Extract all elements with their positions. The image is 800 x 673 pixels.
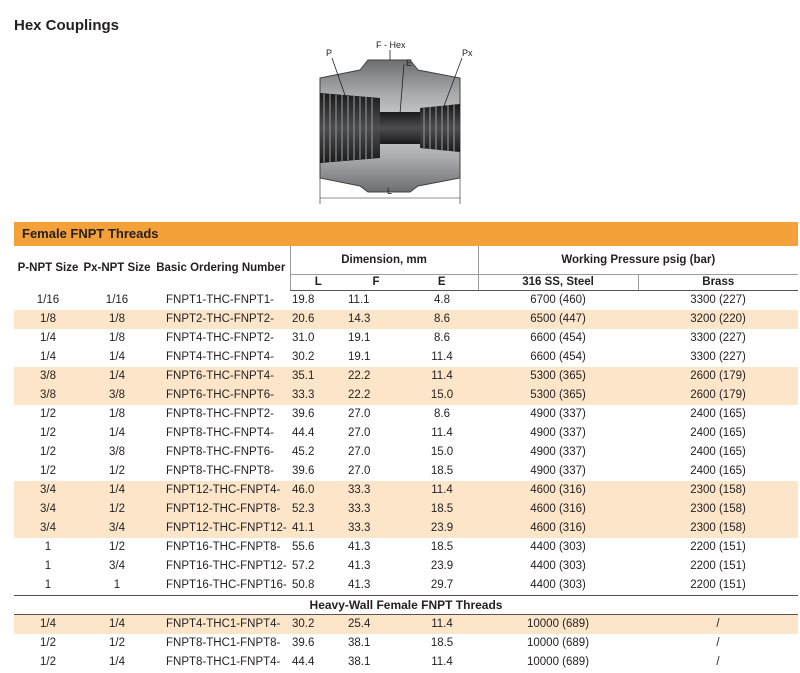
steel-pressure-cell: 5300 (365) <box>478 386 638 405</box>
brass-pressure-cell: 3300 (227) <box>690 351 746 363</box>
dim-l-cell: 52.3 <box>290 500 346 519</box>
table-row <box>14 557 798 576</box>
table-row <box>14 386 798 405</box>
label-e: E <box>406 58 413 68</box>
brass-pressure-cell: / <box>716 637 720 649</box>
p-npt-cell: 3/4 <box>14 500 82 519</box>
dim-f-cell: 25.4 <box>346 615 406 635</box>
spec-table <box>14 246 798 672</box>
dim-l-cell: 31.0 <box>292 332 315 344</box>
col-steel: 316 SS, Steel <box>478 275 638 291</box>
dim-l-cell: 55.6 <box>292 541 315 553</box>
center-bore <box>380 112 420 144</box>
dim-e-cell: 15.0 <box>430 446 454 458</box>
dim-e-cell: 23.9 <box>430 560 454 572</box>
dim-f-cell: 11.1 <box>348 294 370 306</box>
col-dimension: Dimension, mm <box>290 246 478 275</box>
ordering-number-cell: FNPT6-THC-FNPT6- <box>152 386 290 405</box>
section-header-female-fnpt <box>14 222 798 246</box>
table-row <box>14 576 798 596</box>
px-npt-cell: 1/4 <box>82 481 152 500</box>
dim-e-cell: 18.5 <box>430 541 454 553</box>
table-row <box>14 500 798 519</box>
dim-e-cell: 18.5 <box>406 500 478 519</box>
dim-e-cell: 11.4 <box>431 656 453 668</box>
p-npt-cell: 1/16 <box>36 293 60 306</box>
p-npt-cell: 3/4 <box>14 519 82 538</box>
col-l: L <box>290 275 346 291</box>
dim-e-cell: 8.6 <box>434 408 450 420</box>
p-npt-cell: 1/2 <box>40 656 56 668</box>
brass-pressure-cell: 2300 (158) <box>638 500 798 519</box>
steel-pressure-cell: 4600 (316) <box>478 500 638 519</box>
px-npt-cell: 1/4 <box>82 367 152 386</box>
steel-pressure-cell: 6500 (447) <box>478 310 638 329</box>
brass-pressure-cell: 2200 (151) <box>690 579 746 591</box>
ordering-number-cell: FNPT8-THC-FNPT8- <box>166 465 274 477</box>
table-row <box>14 443 798 462</box>
px-npt-cell: 1/2 <box>109 541 125 553</box>
brass-pressure-cell: 2400 (165) <box>690 465 746 477</box>
dim-e-cell: 11.4 <box>406 615 478 635</box>
dim-e-cell: 11.4 <box>431 351 453 363</box>
dim-f-cell: 27.0 <box>348 446 371 458</box>
dim-l-cell: 44.4 <box>292 656 315 668</box>
table-row <box>14 367 798 386</box>
steel-pressure-cell: 4900 (337) <box>530 446 586 458</box>
ordering-number-cell: FNPT4-THC-FNPT2- <box>166 332 274 344</box>
label-l: L <box>387 186 393 196</box>
dim-l-cell: 50.8 <box>292 579 315 591</box>
dim-e-cell: 11.4 <box>406 481 478 500</box>
dim-e-cell: 18.5 <box>430 465 454 477</box>
px-npt-cell: 1/16 <box>105 293 129 306</box>
steel-pressure-cell: 4600 (316) <box>478 519 638 538</box>
dim-f-cell: 22.2 <box>346 386 406 405</box>
dim-f-cell: 33.3 <box>346 519 406 538</box>
ordering-number-cell: FNPT8-THC-FNPT6- <box>166 446 274 458</box>
p-npt-cell: 1 <box>44 579 52 591</box>
dim-l-cell: 57.2 <box>292 560 315 572</box>
p-npt-cell: 1/4 <box>14 615 82 635</box>
dim-l-cell: 39.6 <box>292 408 315 420</box>
px-npt-cell: 3/4 <box>109 560 125 572</box>
ordering-number-cell: FNPT16-THC-FNPT12- <box>166 560 287 572</box>
dim-e-cell: 4.8 <box>434 294 450 306</box>
table-row <box>14 615 798 635</box>
dim-l-cell: 41.1 <box>290 519 346 538</box>
table-row <box>14 405 798 424</box>
brass-pressure-cell: 2300 (158) <box>638 481 798 500</box>
brass-pressure-cell: 2200 (151) <box>690 541 746 553</box>
ordering-number-cell: FNPT12-THC-FNPT4- <box>152 481 290 500</box>
dim-f-cell: 27.0 <box>348 427 371 439</box>
dim-f-cell: 22.2 <box>346 367 406 386</box>
label-px: Px <box>462 48 473 58</box>
dim-f-cell: 38.1 <box>348 637 371 649</box>
dim-l-cell: 30.2 <box>292 351 315 363</box>
px-npt-cell: 1/4 <box>109 656 125 668</box>
steel-pressure-cell: 4400 (303) <box>530 560 586 572</box>
dim-f-cell: 27.0 <box>348 408 371 420</box>
table-row <box>14 462 798 481</box>
p-npt-cell: 1/4 <box>40 351 56 363</box>
ordering-number-cell: FNPT8-THC1-FNPT4- <box>166 656 281 668</box>
brass-pressure-cell: 2600 (179) <box>638 367 798 386</box>
ordering-number-cell: FNPT12-THC-FNPT12- <box>152 519 290 538</box>
dim-e-cell: 11.4 <box>406 367 478 386</box>
px-npt-cell: 3/8 <box>82 386 152 405</box>
dim-e-cell: 15.0 <box>406 386 478 405</box>
brass-pressure-cell: / <box>716 656 720 668</box>
page-title: Hex Couplings <box>14 17 120 34</box>
col-working-pressure: Working Pressure psig (bar) <box>478 246 798 275</box>
steel-pressure-cell: 10000 (689) <box>527 656 590 668</box>
p-npt-cell: 1/2 <box>40 408 56 420</box>
dim-l-cell: 33.3 <box>290 386 346 405</box>
steel-pressure-cell: 6600 (454) <box>530 351 586 363</box>
dim-e-cell: 18.5 <box>430 637 454 649</box>
brass-pressure-cell: 2400 (165) <box>690 427 746 439</box>
col-p-npt: P-NPT Size <box>17 261 79 274</box>
dim-e-cell: 29.7 <box>430 579 454 591</box>
px-npt-cell: 1/2 <box>82 500 152 519</box>
steel-pressure-cell: 4400 (303) <box>530 541 586 553</box>
steel-pressure-cell: 4900 (337) <box>530 408 586 420</box>
dim-e-cell: 8.6 <box>434 332 450 344</box>
dim-l-cell: 20.6 <box>290 310 346 329</box>
dim-e-cell: 8.6 <box>406 310 478 329</box>
px-npt-cell: 1/4 <box>109 427 125 439</box>
steel-pressure-cell: 5300 (365) <box>478 367 638 386</box>
left-thread <box>320 93 380 163</box>
p-npt-cell: 3/8 <box>14 367 82 386</box>
ordering-number-cell: FNPT1-THC-FNPT1- <box>166 293 274 306</box>
dim-l-cell: 39.6 <box>292 637 315 649</box>
table-row <box>14 653 798 672</box>
p-npt-cell: 1 <box>44 560 52 572</box>
p-npt-cell: 1/8 <box>14 310 82 329</box>
section-title-heavy-wall: Heavy-Wall Female FNPT Threads <box>14 596 798 615</box>
steel-pressure-cell: 4400 (303) <box>530 579 586 591</box>
px-npt-cell: 1/8 <box>109 332 125 344</box>
section-title: Female FNPT Threads <box>22 226 159 241</box>
ordering-number-cell: FNPT6-THC-FNPT4- <box>152 367 290 386</box>
px-npt-cell: 1/4 <box>82 615 152 635</box>
px-npt-cell: 3/8 <box>109 446 125 458</box>
px-npt-cell: 1/8 <box>82 310 152 329</box>
brass-pressure-cell: 2300 (158) <box>638 519 798 538</box>
brass-pressure-cell: 2600 (179) <box>638 386 798 405</box>
steel-pressure-cell: 4900 (337) <box>530 427 586 439</box>
brass-pressure-cell: / <box>638 615 798 635</box>
steel-pressure-cell: 4600 (316) <box>478 481 638 500</box>
ordering-number-cell: FNPT8-THC-FNPT2- <box>166 408 274 420</box>
p-npt-cell: 3/4 <box>14 481 82 500</box>
brass-pressure-cell: 3300 (227) <box>690 294 746 306</box>
col-brass: Brass <box>638 275 798 291</box>
table-row <box>14 481 798 500</box>
brass-pressure-cell: 3200 (220) <box>638 310 798 329</box>
dim-f-cell: 14.3 <box>346 310 406 329</box>
table-row <box>14 538 798 557</box>
dim-e-cell: 23.9 <box>406 519 478 538</box>
col-ordering: Basic Ordering Number <box>156 261 286 274</box>
ordering-number-cell: FNPT2-THC-FNPT2- <box>152 310 290 329</box>
dim-l-cell: 46.0 <box>290 481 346 500</box>
ordering-number-cell: FNPT16-THC-FNPT16- <box>166 579 287 591</box>
steel-pressure-cell: 10000 (689) <box>478 615 638 635</box>
p-npt-cell: 3/8 <box>14 386 82 405</box>
px-npt-cell: 1/8 <box>109 408 125 420</box>
dim-f-cell: 33.3 <box>346 481 406 500</box>
table-row <box>14 424 798 443</box>
dim-f-cell: 19.1 <box>348 351 371 363</box>
table-row <box>14 291 798 311</box>
table-row <box>14 519 798 538</box>
label-f-hex: F - Hex <box>376 40 406 50</box>
brass-pressure-cell: 2400 (165) <box>690 408 746 420</box>
hex-coupling-drawing <box>290 38 490 208</box>
col-px-npt: Px-NPT Size <box>83 261 151 274</box>
dim-f-cell: 41.3 <box>348 579 371 591</box>
ordering-number-cell: FNPT8-THC-FNPT4- <box>166 427 274 439</box>
px-npt-cell: 1/4 <box>109 351 125 363</box>
p-npt-cell: 1/2 <box>40 427 56 439</box>
px-npt-cell: 3/4 <box>82 519 152 538</box>
steel-pressure-cell: 10000 (689) <box>527 637 590 649</box>
dim-f-cell: 33.3 <box>346 500 406 519</box>
label-p: P <box>326 48 333 58</box>
table-row <box>14 634 798 653</box>
ordering-number-cell: FNPT12-THC-FNPT8- <box>152 500 290 519</box>
steel-pressure-cell: 4900 (337) <box>530 465 586 477</box>
col-e: E <box>406 275 478 291</box>
dim-l-cell: 30.2 <box>290 615 346 635</box>
p-npt-cell: 1/2 <box>40 637 56 649</box>
dim-f-cell: 41.3 <box>348 541 371 553</box>
dim-f-cell: 19.1 <box>348 332 371 344</box>
dim-l-cell: 19.8 <box>292 294 315 306</box>
brass-pressure-cell: 3300 (227) <box>690 332 746 344</box>
p-npt-cell: 1/2 <box>40 465 56 477</box>
ordering-number-cell: FNPT4-THC-FNPT4- <box>166 351 274 363</box>
px-npt-cell: 1/2 <box>109 637 125 649</box>
dim-f-cell: 41.3 <box>348 560 371 572</box>
dim-l-cell: 35.1 <box>290 367 346 386</box>
table-row <box>14 329 798 348</box>
px-npt-cell: 1/2 <box>109 465 125 477</box>
dim-e-cell: 11.4 <box>431 427 453 439</box>
dim-l-cell: 39.6 <box>292 465 315 477</box>
p-npt-cell: 1/4 <box>40 332 56 344</box>
table-row <box>14 348 798 367</box>
ordering-number-cell: FNPT8-THC1-FNPT8- <box>166 637 281 649</box>
dim-f-cell: 38.1 <box>348 656 371 668</box>
steel-pressure-cell: 6700 (460) <box>530 294 586 306</box>
p-npt-cell: 1/2 <box>40 446 56 458</box>
dim-l-cell: 45.2 <box>292 446 315 458</box>
col-f: F <box>346 275 406 291</box>
steel-pressure-cell: 6600 (454) <box>530 332 586 344</box>
ordering-number-cell: FNPT4-THC1-FNPT4- <box>152 615 290 635</box>
dim-l-cell: 44.4 <box>292 427 315 439</box>
dim-f-cell: 27.0 <box>348 465 371 477</box>
ordering-number-cell: FNPT16-THC-FNPT8- <box>166 541 281 553</box>
brass-pressure-cell: 2200 (151) <box>690 560 746 572</box>
brass-pressure-cell: 2400 (165) <box>690 446 746 458</box>
p-npt-cell: 1 <box>44 541 52 553</box>
table-row <box>14 310 798 329</box>
px-npt-cell: 1 <box>113 579 121 591</box>
